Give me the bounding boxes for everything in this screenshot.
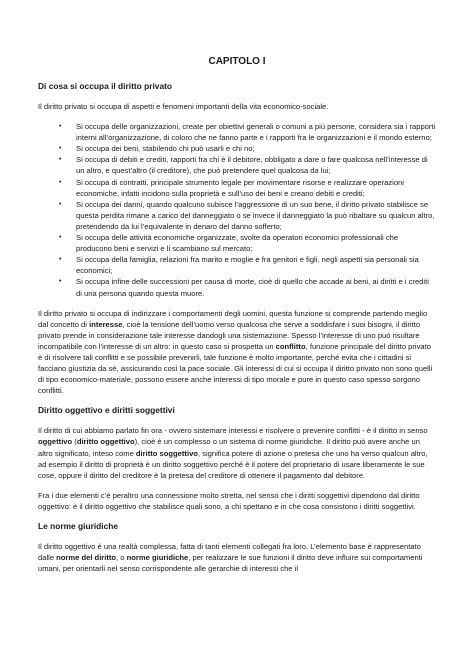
bullet-icon: • xyxy=(59,123,62,131)
connessione-paragraph: Fra i due elementi c’è peraltro una connessione molto stretta, nel senso che i diritti soggettivi dipendono dal diritto oggettivo: è il diritto oggettivo che stabilisce quali sono, a chi spettano e in che cosa consistono i diritti soggettivi. xyxy=(38,490,420,511)
bullet-icon: • xyxy=(59,278,62,286)
text-run: , significa potere di azione o pretesa che uno ha verso qualcun altro, ad esempio il diritto di proprietà è un diritto soggettivo perché è il potere del proprietario di usare liberamente le sue cose, oppure il diritto del creditore è la pretesa del creditore di ottenere il pagamento dal debitore. xyxy=(38,448,428,480)
term-norme-giuridiche: norme giuridiche xyxy=(126,553,189,563)
term-oggettivo: oggettivo xyxy=(38,437,73,447)
term-norme-del-diritto: norme del diritto xyxy=(56,553,117,563)
text-run: Il diritto di cui abbiamo parlato fin ora - ovvero sistemare interessi e risolvere o prevenire conflitti - è il diritto in senso xyxy=(38,426,428,436)
list-item xyxy=(38,121,436,143)
text-run: , per realizzare le sue funzioni il diritto deve influire sui comportamenti umani, per orientarli nel senso corrispondente alle gerarchie di interessi che il xyxy=(38,553,423,574)
section-intro-paragraph: Il diritto privato si occupa di aspetti e fenomeni importanti della vita economico-sociale. xyxy=(38,102,329,111)
text-run: Il diritto oggettivo è una realtà complessa, fatta di tanti elementi collegati fra loro. L’elemento base è rappresentato dalle xyxy=(38,542,421,563)
bullet-icon: • xyxy=(59,234,62,242)
list-item xyxy=(38,143,436,154)
term-diritto-oggettivo: diritto oggettivo xyxy=(76,437,135,447)
list-item xyxy=(38,177,436,199)
list-item-text: Si occupa dei beni, stabilendo chi può usarli e chi no; xyxy=(76,144,255,154)
diritto-oggettivo-paragraph xyxy=(38,425,436,480)
text-run: , cioè la tensione dell’uomo verso qualcosa che serve a soddisfare i suoi bisogni, il diritto privato prende in considerazione tale interesse dandogli una sistemazione. Spesso l’interesse di uno può risultare incompatibile con l’interesse di un altro: in questo caso si prospetta un xyxy=(38,319,421,351)
bullet-icon: • xyxy=(59,256,62,264)
bullet-icon: • xyxy=(59,156,62,164)
term-interesse: interesse xyxy=(89,319,123,329)
term-conflitto: conflitto xyxy=(275,341,306,351)
list-item xyxy=(38,232,436,254)
list-item-text: Si occupa infine delle successioni per causa di morte, cioè di quello che accade ai beni, ai diritti e i crediti di una persona quando questa muore. xyxy=(76,277,429,298)
section-heading-diritto-privato: Di cosa si occupa il diritto privato xyxy=(38,81,173,91)
text-run: ( xyxy=(72,437,77,447)
list-item xyxy=(38,276,436,298)
text-run: Il diritto privato si occupa di indirizzare i comportamenti degli uomini, questa funzione si comprende partendo meglio dal concetto di xyxy=(38,308,428,329)
list-item xyxy=(38,154,436,176)
section-heading-diritto-oggettivo: Diritto oggettivo e diritti soggettivi xyxy=(38,405,175,416)
text-run: , funzione principale del diritto privato è di risolvere tali conflitti e se possibile prevenirli, tale funzione è molto importante, perché evita che i cittadini si facciano giustizia da sé, assicurando così la pace sociale. Gli interessi di cui si occupa il diritto privato non sono quelli di tipo economico-materiale, possono essere anche interessi di tipo morale e pure in questo caso spesso sorgono conflitti. xyxy=(38,341,433,396)
text-run: ), cioè è un complesso o un sistema di norme giuridiche. Il diritto può avere anche un altro significato, inteso come xyxy=(38,437,420,458)
list-item-text: Si occupa delle organizzazioni, create per obiettivi generali o comuni a più persone, considera sia i rapporti interni all’organizzazione, di coloro che ne fanno parte e i rapporti fra le organizzazioni e il mondo esterno; xyxy=(76,122,436,143)
chapter-title: CAPITOLO I xyxy=(208,56,266,67)
list-item-text: Si occupa delle attività economiche organizzate, svolte da operatori economici professionali che producono beni e servizi e li scambiano sul mercato; xyxy=(76,233,399,254)
norme-giuridiche-paragraph xyxy=(38,541,436,574)
text-run: , o xyxy=(116,553,127,563)
list-item-text: Si occupa dei danni, quando qualcuno subisce l’aggressione di un suo bene, il diritto privato stabilisce se questa perdita rimane a carico del danneggiato o se invece il danneggiato la può ribaltare su qualcun altro, pretendendo da lui l’equivalente in denaro del danno sofferto; xyxy=(76,199,435,231)
list-item xyxy=(38,199,436,232)
term-diritto-soggettivo: diritto soggettivo xyxy=(135,448,198,458)
section-heading-norme-giuridiche: Le norme giuridiche xyxy=(38,521,119,531)
interesse-paragraph xyxy=(38,308,436,397)
list-item-text: Si occupa di debiti e crediti, rapporti fra chi è il debitore, obbligato a dare o fare qualcosa nell’interesse di un altro, e quest’altro (il creditore), che può pretendere quel qualcosa da lui; xyxy=(76,155,428,176)
bullet-icon: • xyxy=(59,200,62,208)
list-item xyxy=(38,254,436,276)
bullet-icon: • xyxy=(59,178,62,186)
bullet-icon: • xyxy=(59,145,62,153)
topics-bullet-list xyxy=(38,121,436,299)
list-item-text: Si occupa di contratti, principale strumento legale per movimentare risorse e realizzare operazioni economiche, infatti incidono sulla proprietà e sull’uso dei beni e creano debiti e crediti; xyxy=(76,177,404,198)
list-item-text: Si occupa della famiglia, relazioni fra marito e moglie e fra genitori e figli, negli aspetti sia personali sia economici; xyxy=(76,255,419,276)
